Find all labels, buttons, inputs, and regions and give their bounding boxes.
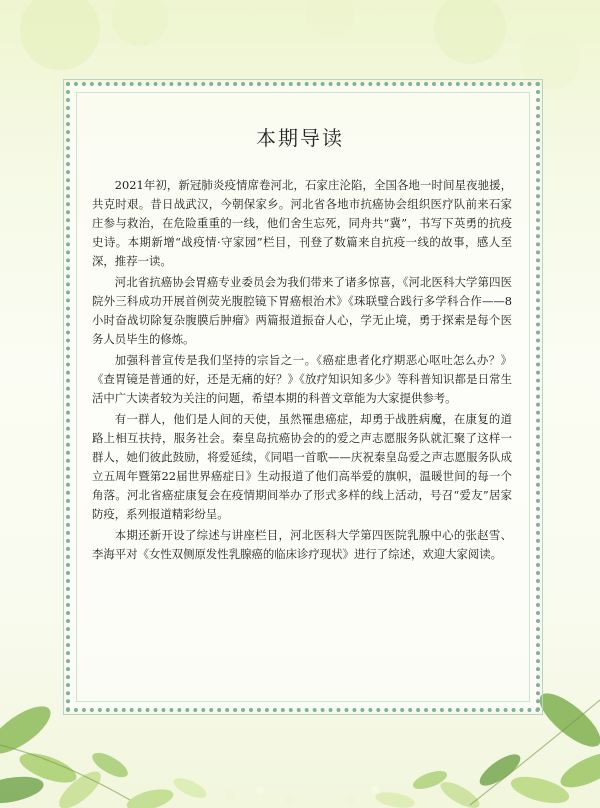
paragraph-2: 河北省抗癌协会胃癌专业委员会为我们带来了诸多惊喜，《河北医科大学第四医院外三科成功开展首例荧光腹腔镜下胃癌根治术》《珠联璧合践行多学科合作——8小时奋战切除复杂腹膜后肿瘤》两篇报道振奋人心，学无止境，勇于探索是每个医务人员毕生的修炼。: [92, 275, 512, 346]
paragraph-1: 2021年初，新冠肺炎疫情席卷河北，石家庄沦陷，全国各地一时间星夜驰援，共克时艰。昔日战武汉，今朝保家乡。河北省各地市抗癌协会组织医疗队前来石家庄参与救治，在危险重重的一线，他们舍生忘死，同舟共“冀”，书写下英勇的抗疫史诗。本期新增“战疫情·守家园”栏目，刊登了数篇来自抗疫一线的故事，感人至深，推荐一读。: [92, 178, 512, 268]
paragraph-3: 加强科普宣传是我们坚持的宗旨之一。《癌症患者化疗期恶心呕吐怎么办？》《查胃镜是普通的好，还是无痛的好？》《放疗知识知多少》等科普知识都是日常生活中广大读者较为关注的问题，希望本期的科普文章能为大家提供参考。: [92, 353, 512, 405]
page-title: 本期导读: [256, 126, 344, 150]
paragraph-5: 本期还新开设了综述与讲座栏目，河北医科大学第四医院乳腺中心的张赵雪、李海平对《女性双侧原发性乳腺癌的临床诊疗现状》进行了综述，欢迎大家阅读。: [92, 528, 512, 561]
paragraph-4: 有一群人，他们是人间的天使，虽然罹患癌症，却勇于战胜病魔，在康复的道路上相互扶持，服务社会。秦皇岛抗癌协会的的爱之声志愿服务队就汇聚了这样一群人，她们彼此鼓励，将爱延续，《同唱一首歌——庆祝秦皇岛爱之声志愿服务队成立五周年暨第22届世界癌症日》生动报道了他们高举爱的旗帜，温暖世间的每一个角落。河北省癌症康复会在疫情期间举办了形式多样的线上活动，号召“爱友”居家防疫，系列报道精彩纷呈。: [92, 412, 512, 521]
intro-text: [92, 176, 512, 566]
leaves-left-illustration: [0, 698, 295, 808]
